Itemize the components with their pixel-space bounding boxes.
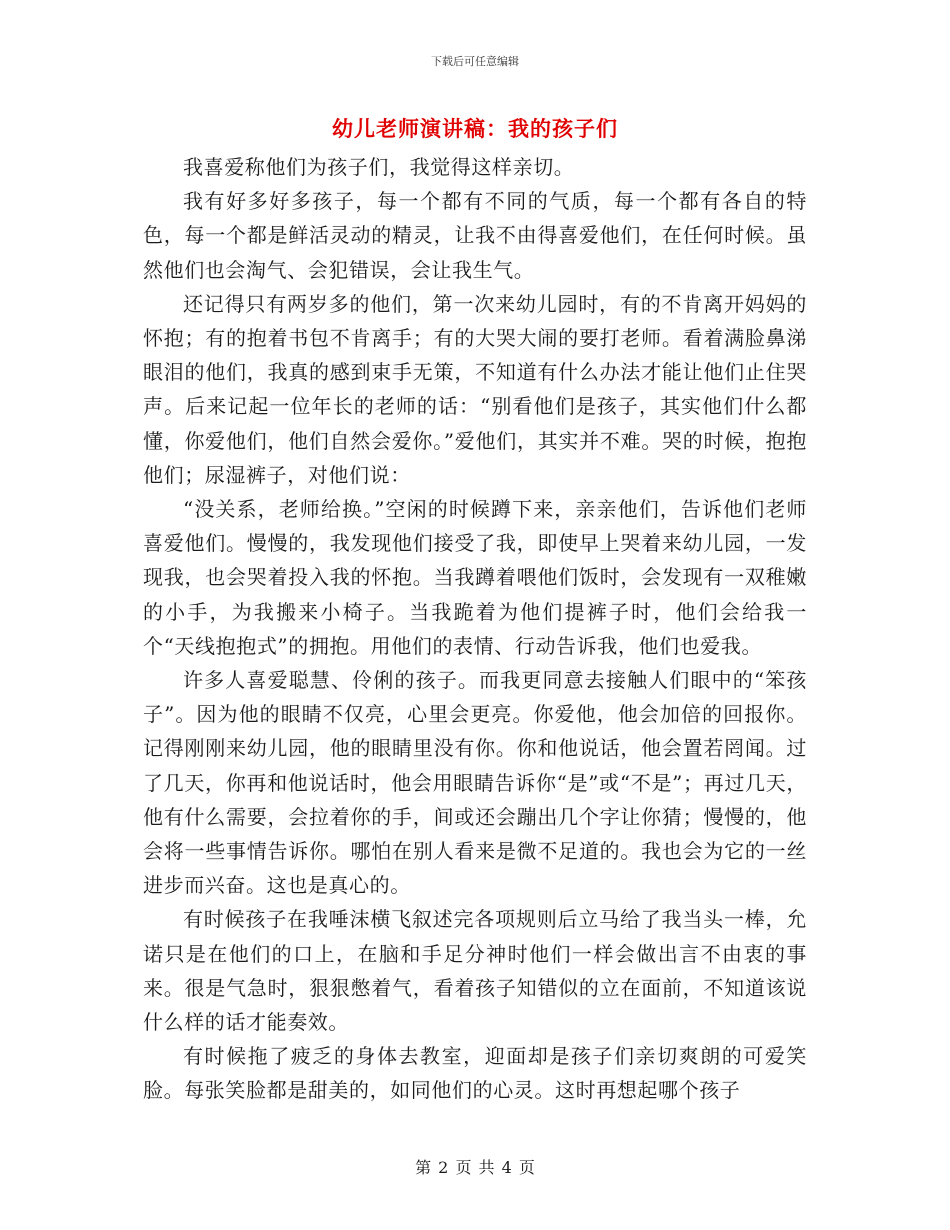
paragraph: 我有好多好多孩子，每一个都有不同的气质，每一个都有各自的特色，每一个都是鲜活灵动的精灵，让我不由得喜爱他们，在任何时候。虽然他们也会淘气、会犯错误，会让我生气。	[143, 189, 807, 282]
paragraph: 许多人喜爱聪慧、伶俐的孩子。而我更同意去接触人们眼中的“笨孩子”。因为他的眼睛不仅亮，心里会更亮。你爱他，他会加倍的回报你。记得刚刚来幼儿园，他的眼睛里没有你。你和他说话，他会置若罔闻。过了几天，你再和他说话时，他会用眼睛告诉你“是”或“不是”；再过几天，他有什么需要，会拉着你的手，间或还会蹦出几个字让你猜；慢慢的，他会将一些事情告诉你。哪怕在别人看来是微不足道的。我也会为它的一丝进步而兴奋。这也是真心的。	[143, 668, 807, 898]
page-indicator: 第 2 页 共 4 页	[415, 1158, 535, 1177]
paragraph: 还记得只有两岁多的他们，第一次来幼儿园时，有的不肯离开妈妈的怀抱；有的抱着书包不肯离手；有的大哭大闹的要打老师。看着满脸鼻涕眼泪的他们，我真的感到束手无策，不知道有什么办法才能让他们止住哭声。后来记起一位年长的老师的话：“别看他们是孩子，其实他们什么都懂，你爱他们，他们自然会爱你。”爱他们，其实并不难。哭的时候，抱抱他们；尿湿裤子，对他们说：	[143, 291, 807, 487]
document-body	[143, 150, 807, 1108]
paragraph: 我喜爱称他们为孩子们，我觉得这样亲切。	[183, 155, 575, 179]
header-note: 下载后可任意编辑	[431, 55, 519, 68]
paragraph: “没关系，老师给换。”空闲的时候蹲下来，亲亲他们，告诉他们老师喜爱他们。慢慢的，我发现他们接受了我，即使早上哭着来幼儿园，一发现我，也会哭着投入我的怀抱。当我蹲着喂他们饭时，会发现有一双稚嫩的小手，为我搬来小椅子。当我跪着为他们提裤子时，他们会给我一个“天线抱抱式”的拥抱。用他们的表情、行动告诉我，他们也爱我。	[143, 497, 807, 658]
document-title: 幼儿老师演讲稿：我的孩子们	[332, 117, 618, 141]
paragraph: 有时候孩子在我唾沫横飞叙述完各项规则后立马给了我当头一棒，允诺只是在他们的口上，在脑和手足分神时他们一样会做出言不由衷的事来。很是气急时，狠狠憋着气，看着孩子知错似的立在面前，不知道该说什么样的话才能奏效。	[143, 907, 807, 1035]
paragraph: 有时候拖了疲乏的身体去教室，迎面却是孩子们亲切爽朗的可爱笑脸。每张笑脸都是甜美的，如同他们的心灵。这时再想起哪个孩子	[143, 1044, 807, 1103]
